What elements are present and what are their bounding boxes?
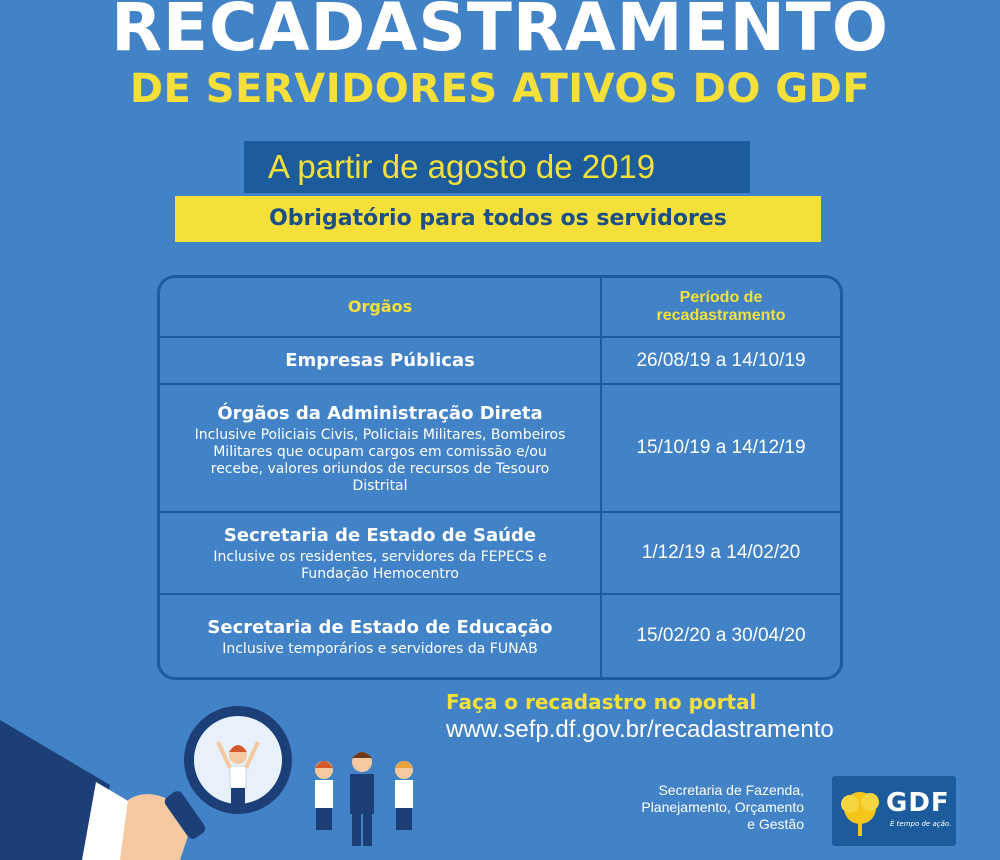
- org-note: Inclusive os residentes, servidores da FEPECS e Fundação Hemocentro: [213, 549, 547, 582]
- header-periodo-label: Período de recadastramento: [656, 289, 786, 324]
- org-note: Inclusive Policiais Civis, Policiais Militares, Bombeiros Militares que ocupam cargos em comissão e/ou recebe, valores oriundos de recursos de Tesouro Distrital: [194, 427, 566, 494]
- gdf-logo: [832, 776, 956, 846]
- portal-link[interactable]: www.sefp.df.gov.br/recadastramento: [446, 716, 834, 743]
- org-name: Órgãos da Administração Direta: [217, 403, 543, 424]
- table-row: [160, 593, 840, 677]
- period-cell: [602, 338, 840, 383]
- period-value: 26/08/19 a 14/10/19: [636, 349, 806, 371]
- start-date-banner: A partir de agosto de 2019: [244, 141, 750, 193]
- gdf-slogan: É tempo de ação.: [890, 820, 952, 828]
- person-man: [350, 752, 374, 846]
- secretaria-line-3: e Gestão: [747, 816, 804, 832]
- org-name: Secretaria de Estado de Saúde: [223, 525, 537, 546]
- ipe-tree-icon: [836, 782, 890, 842]
- header-cell-orgaos: [160, 278, 602, 336]
- gdf-logo-text: GDF: [886, 788, 950, 818]
- period-value: 1/12/19 a 14/02/20: [641, 542, 801, 563]
- table-row: [160, 511, 840, 593]
- table-row: [160, 383, 840, 511]
- schedule-table: [157, 275, 843, 680]
- period-value: 15/02/20 a 30/04/20: [636, 625, 806, 646]
- page-subtitle: DE SERVIDORES ATIVOS DO GDF: [129, 66, 871, 112]
- person-woman-2: [395, 761, 413, 830]
- secretaria-line-2: Planejamento, Orçamento: [641, 799, 804, 815]
- mandatory-banner: Obrigatório para todos os servidores: [175, 196, 821, 242]
- org-cell: [160, 385, 602, 511]
- secretaria-line-1: Secretaria de Fazenda,: [658, 782, 804, 798]
- cta-text: Faça o recadastro no portal: [446, 690, 757, 714]
- period-cell: [602, 595, 840, 677]
- org-note: Inclusive temporários e servidores da FUNAB: [222, 640, 538, 657]
- header-orgaos-label: Orgãos: [347, 297, 413, 316]
- period-value: 15/10/19 a 14/12/19: [636, 437, 806, 458]
- org-name: Secretaria de Estado de Educação: [207, 616, 553, 638]
- table-header-row: [160, 278, 840, 336]
- secretaria-credit: [641, 782, 804, 833]
- period-cell: [602, 385, 840, 511]
- magnifier-illustration: [0, 690, 440, 860]
- period-cell: [602, 513, 840, 593]
- org-cell: [160, 513, 602, 593]
- org-cell: [160, 338, 602, 383]
- org-name: Empresas Públicas: [285, 349, 475, 371]
- header-cell-periodo: [602, 278, 840, 336]
- page-title: RECADASTRAMENTO: [111, 0, 889, 66]
- person-woman-1: [315, 761, 333, 830]
- org-cell: [160, 595, 602, 677]
- table-row: [160, 336, 840, 383]
